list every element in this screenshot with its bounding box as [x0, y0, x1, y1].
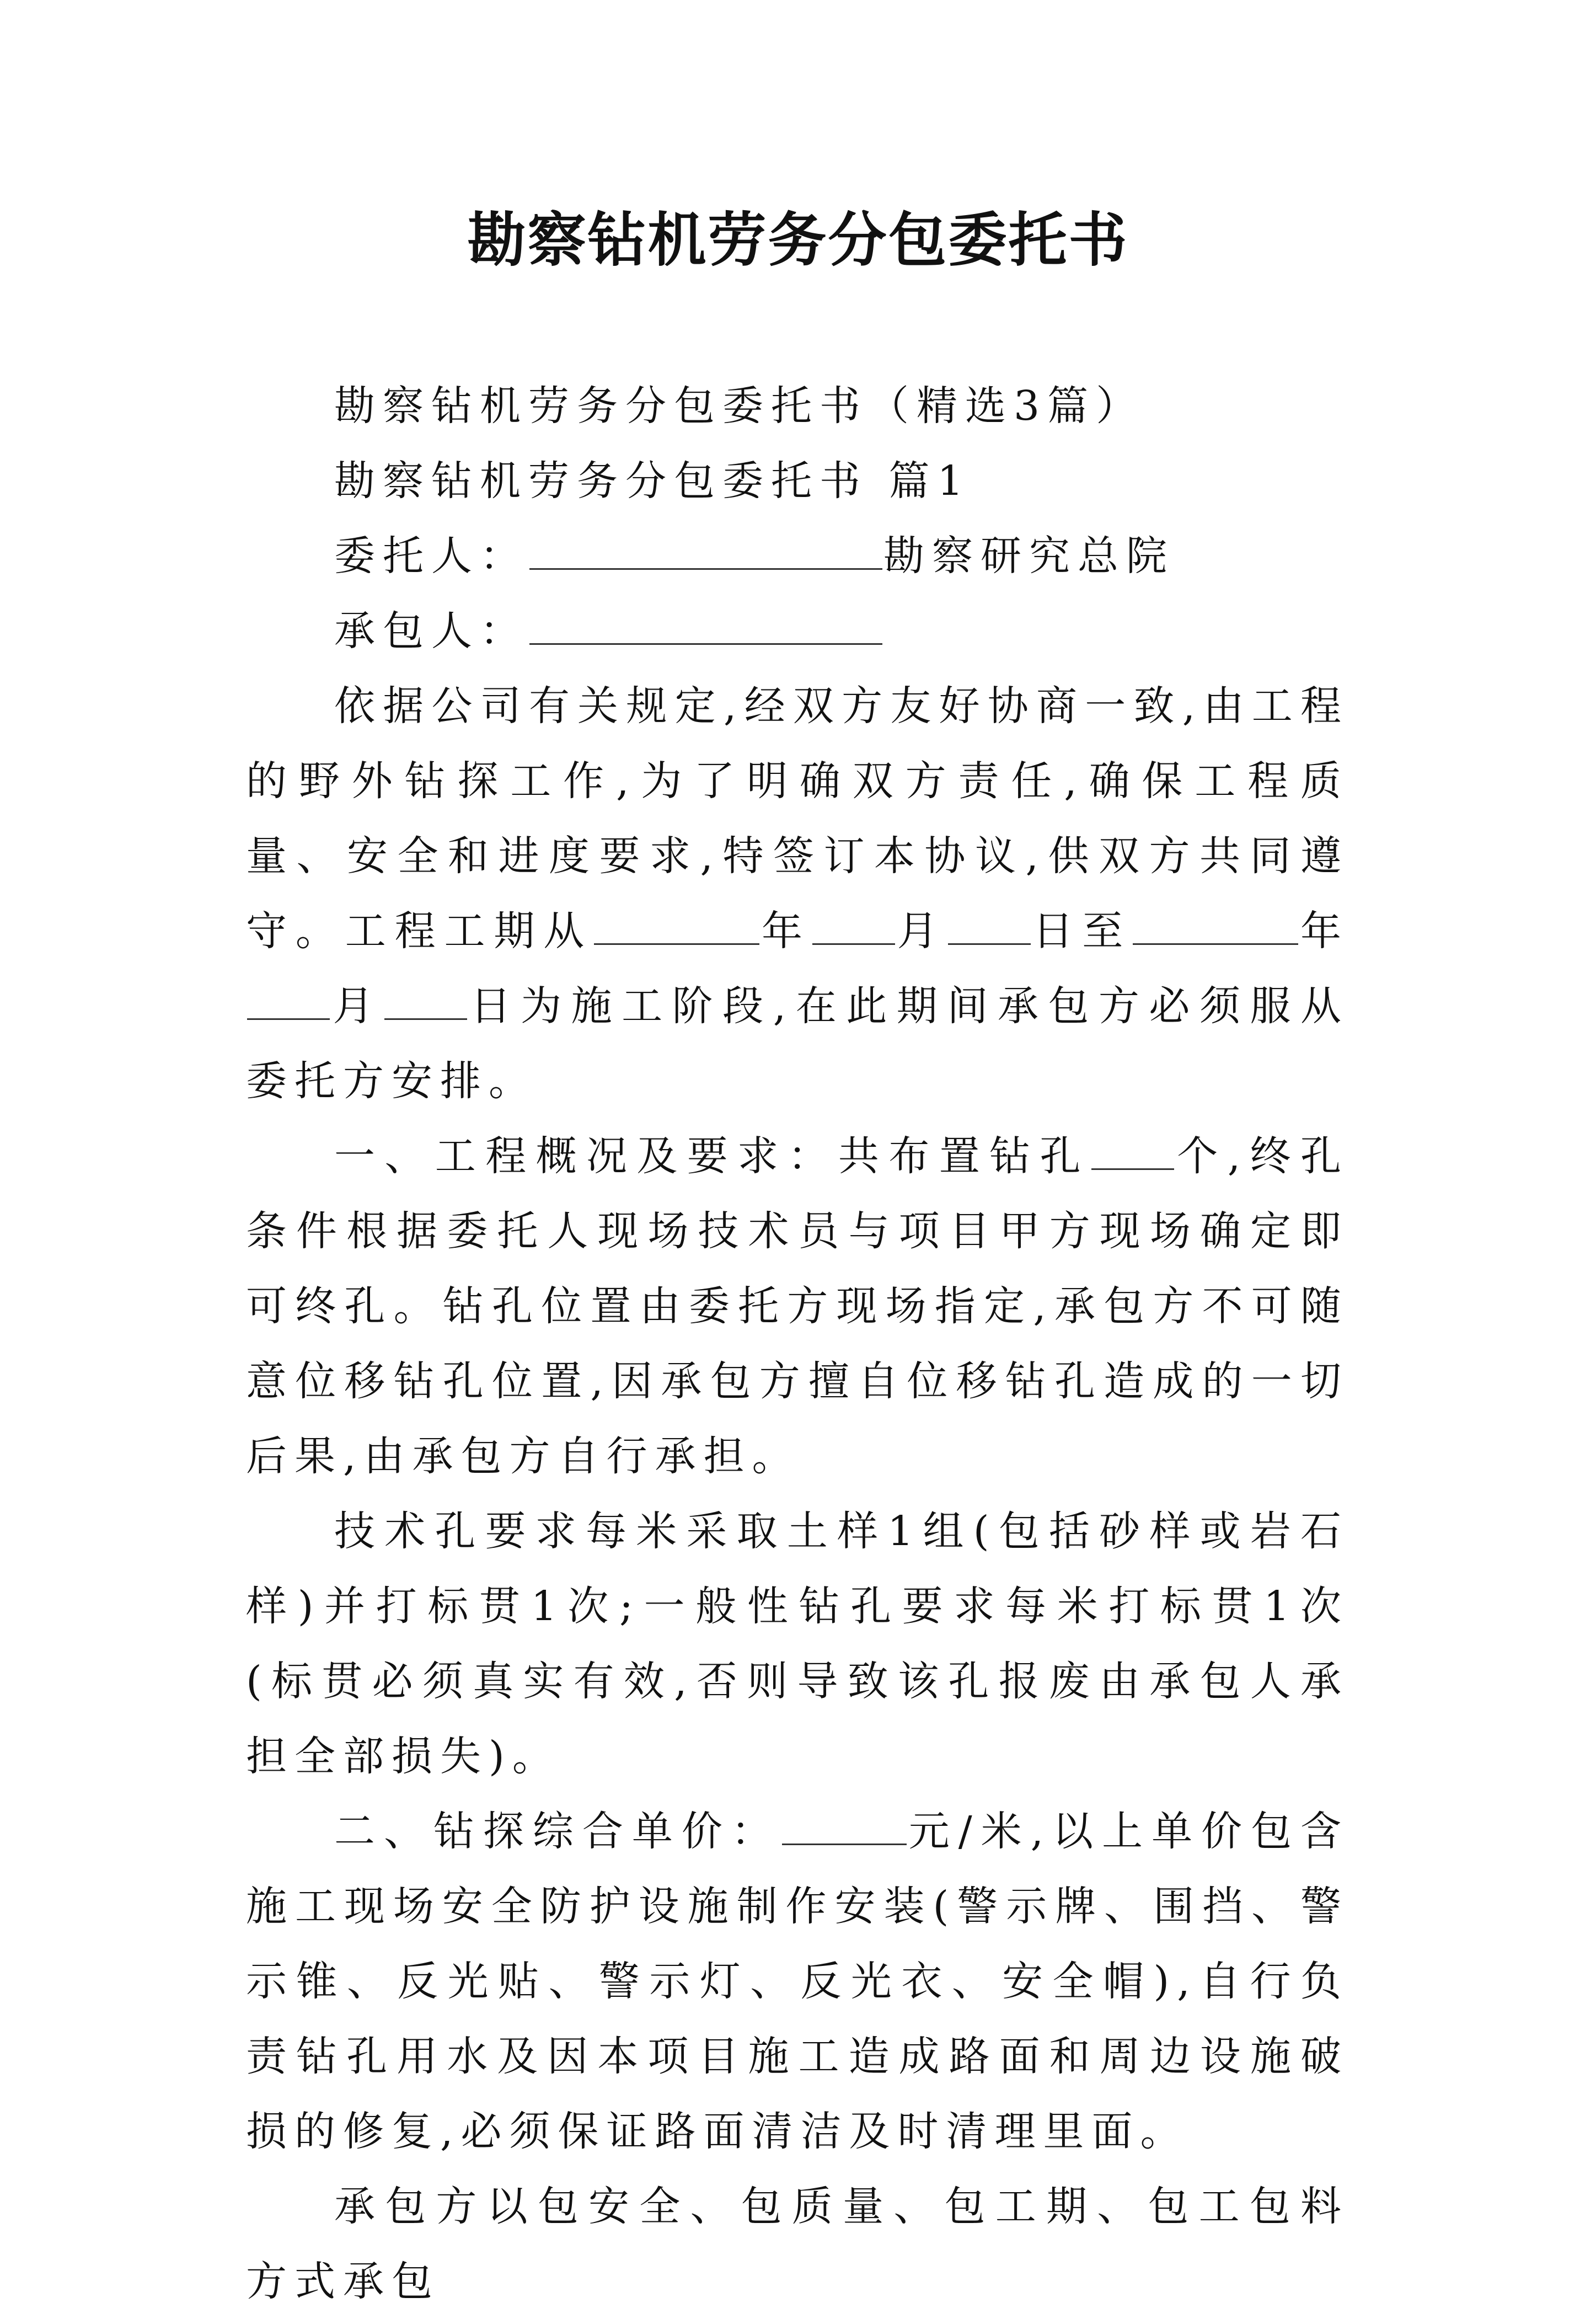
unit-price-blank [782, 1800, 907, 1845]
contractor-line [246, 594, 1349, 669]
paragraph-project-overview-start: 一、工程概况及要求：共布置钻孔 [334, 1132, 1090, 1180]
end-month-label: 月 [331, 982, 384, 1030]
client-blank [529, 525, 882, 570]
start-day-blank [948, 900, 1031, 945]
contractor-label: 承包人： [334, 607, 528, 655]
borehole-count-blank [1091, 1125, 1174, 1170]
start-year-label: 年 [760, 907, 811, 955]
paragraph-unit-price-end: 元/米,以上单价包含施工现场安全防护设施制作安装(警示牌、围挡、警示锥、反光贴、警示灯、反光衣、安全帽),自行负责钻孔用水及因本项目施工造成路面和周边设施破损的修复,必须保证路面清洁及时清理里面。 [246, 1808, 1349, 2155]
contractor-blank [529, 600, 882, 645]
end-month-blank [247, 975, 330, 1020]
paragraph-agreement-end: 日为施工阶段,在此期间承包方必须服从委托方安排。 [246, 982, 1349, 1105]
paragraph-agreement-start: 依据公司有关规定,经双方友好协商一致,由工程的野外钻探工作,为了明确双方责任,确保工程质量、安全和进度要求,特签订本协议,供双方共同遵守。工程工期从 [246, 682, 1349, 955]
paragraph-unit-price [246, 1794, 1349, 2169]
paragraph-contract-mode: 承包方以包安全、包质量、包工期、包工包料方式承包 [246, 2183, 1349, 2305]
document-subtitle: 勘察钻机劳务分包委托书（精选3篇） [334, 382, 1145, 430]
start-month-label: 月 [896, 907, 947, 955]
end-year-label: 年 [1299, 907, 1349, 955]
end-year-blank [1133, 900, 1298, 945]
client-suffix: 勘察研究总院 [883, 532, 1175, 580]
start-month-blank [812, 900, 895, 945]
paragraph-project-overview-end: 个,终孔条件根据委托人现场技术员与项目甲方现场确定即可终孔。钻孔位置由委托方现场指定,承包方不可随意位移钻孔位置,因承包方擅自位移钻孔造成的一切后果,由承包方自行承担。 [246, 1132, 1349, 1480]
end-day-blank [384, 975, 467, 1020]
paragraph-project-overview [246, 1119, 1349, 1494]
client-label: 委托人： [334, 532, 528, 580]
section-heading: 勘察钻机劳务分包委托书 篇1 [334, 457, 971, 505]
client-line [246, 519, 1349, 594]
paragraph-unit-price-start: 二、钻探综合单价： [334, 1808, 781, 1855]
paragraph-sampling-requirements: 技术孔要求每米采取土样1组(包括砂样或岩石样)并打标贯1次;一般性钻孔要求每米打标贯1次(标贯必须真实有效,否则导致该孔报废由承包人承担全部损失)。 [246, 1508, 1349, 1780]
start-day-to-label: 日至 [1031, 907, 1132, 955]
document-body [246, 368, 1349, 2319]
paragraph-agreement [246, 669, 1349, 1119]
start-year-blank [594, 900, 759, 945]
document-title: 勘察钻机劳务分包委托书 [467, 205, 1129, 274]
